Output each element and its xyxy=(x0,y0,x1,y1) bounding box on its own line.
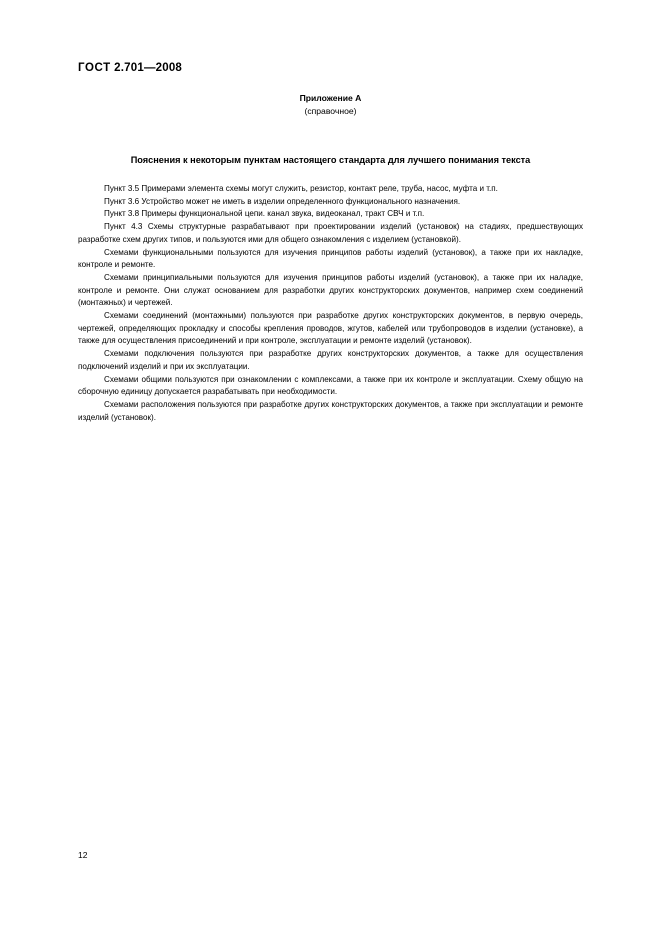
appendix-subtitle: (справочное) xyxy=(304,106,357,117)
paragraph: Схемами соединений (монтажными) пользуются при разработке других конструкторских документов, в первую очередь, чертежей, определяющих прокладку и способы крепления проводов, жгутов, кабелей или трубопроводов в изделии (установке), а также для осуществления присоединений и при контроле, эксплуатации и ремонте изделий (установок). xyxy=(78,311,583,346)
standard-label: ГОСТ xyxy=(78,62,111,74)
body-text xyxy=(78,183,583,424)
paragraph: Пункт 3.6 Устройство может не иметь в изделии определенного функционального назначения. xyxy=(104,196,461,206)
paragraph: Схемами подключения пользуются при разработке других конструкторских документов, а также для осуществления подключений изделий и при их эксплуатации. xyxy=(78,349,583,371)
page-title: Пояснения к некоторым пунктам настоящего стандарта для лучшего понимания текста xyxy=(130,155,531,165)
paragraph: Схемами расположения пользуются при разработке других конструкторских документов, а также при эксплуатации и ремонте изделий (установок). xyxy=(78,399,583,422)
standard-number: 2.701—2008 xyxy=(114,62,183,74)
paragraph: Пункт 4.3 Схемы структурные разрабатывают при проектировании изделий (установок) на стадиях, предшествующих разработке схем других типов, и пользуются ими для общего ознакомления с изделием (установкой). xyxy=(78,222,583,244)
paragraph: Пункт 3.5 Примерами элемента схемы могут служить, резистор, контакт реле, труба, насос, муфта и т.п. xyxy=(104,184,498,193)
appendix-heading xyxy=(0,92,661,119)
paragraph: Схемами общими пользуются при ознакомлении с комплексами, а также при их контроле и эксплуатации. Схему общую на сборочную единицу допускается разрабатывать при необходимости. xyxy=(78,374,583,397)
page-number: 12 xyxy=(78,850,88,860)
paragraph: Схемами принципиальными пользуются для изучения принципов работы изделий (установок), а также при их наладке, контроле и ремонте. Они служат основанием для разработки других конструкторских документов, например схем соединений (монтажных) и чертежей. xyxy=(78,272,583,308)
paragraph: Схемами функциональными пользуются для изучения принципов работы изделий (установок), а также при их накладке, контроле и ремонте. xyxy=(78,247,583,270)
paragraph: Пункт 3.8 Примеры функциональной цепи. канал звука, видеоканал, тракт СВЧ и т.п. xyxy=(104,209,425,219)
appendix-title: Приложение А xyxy=(299,93,362,103)
page-header xyxy=(78,62,182,74)
